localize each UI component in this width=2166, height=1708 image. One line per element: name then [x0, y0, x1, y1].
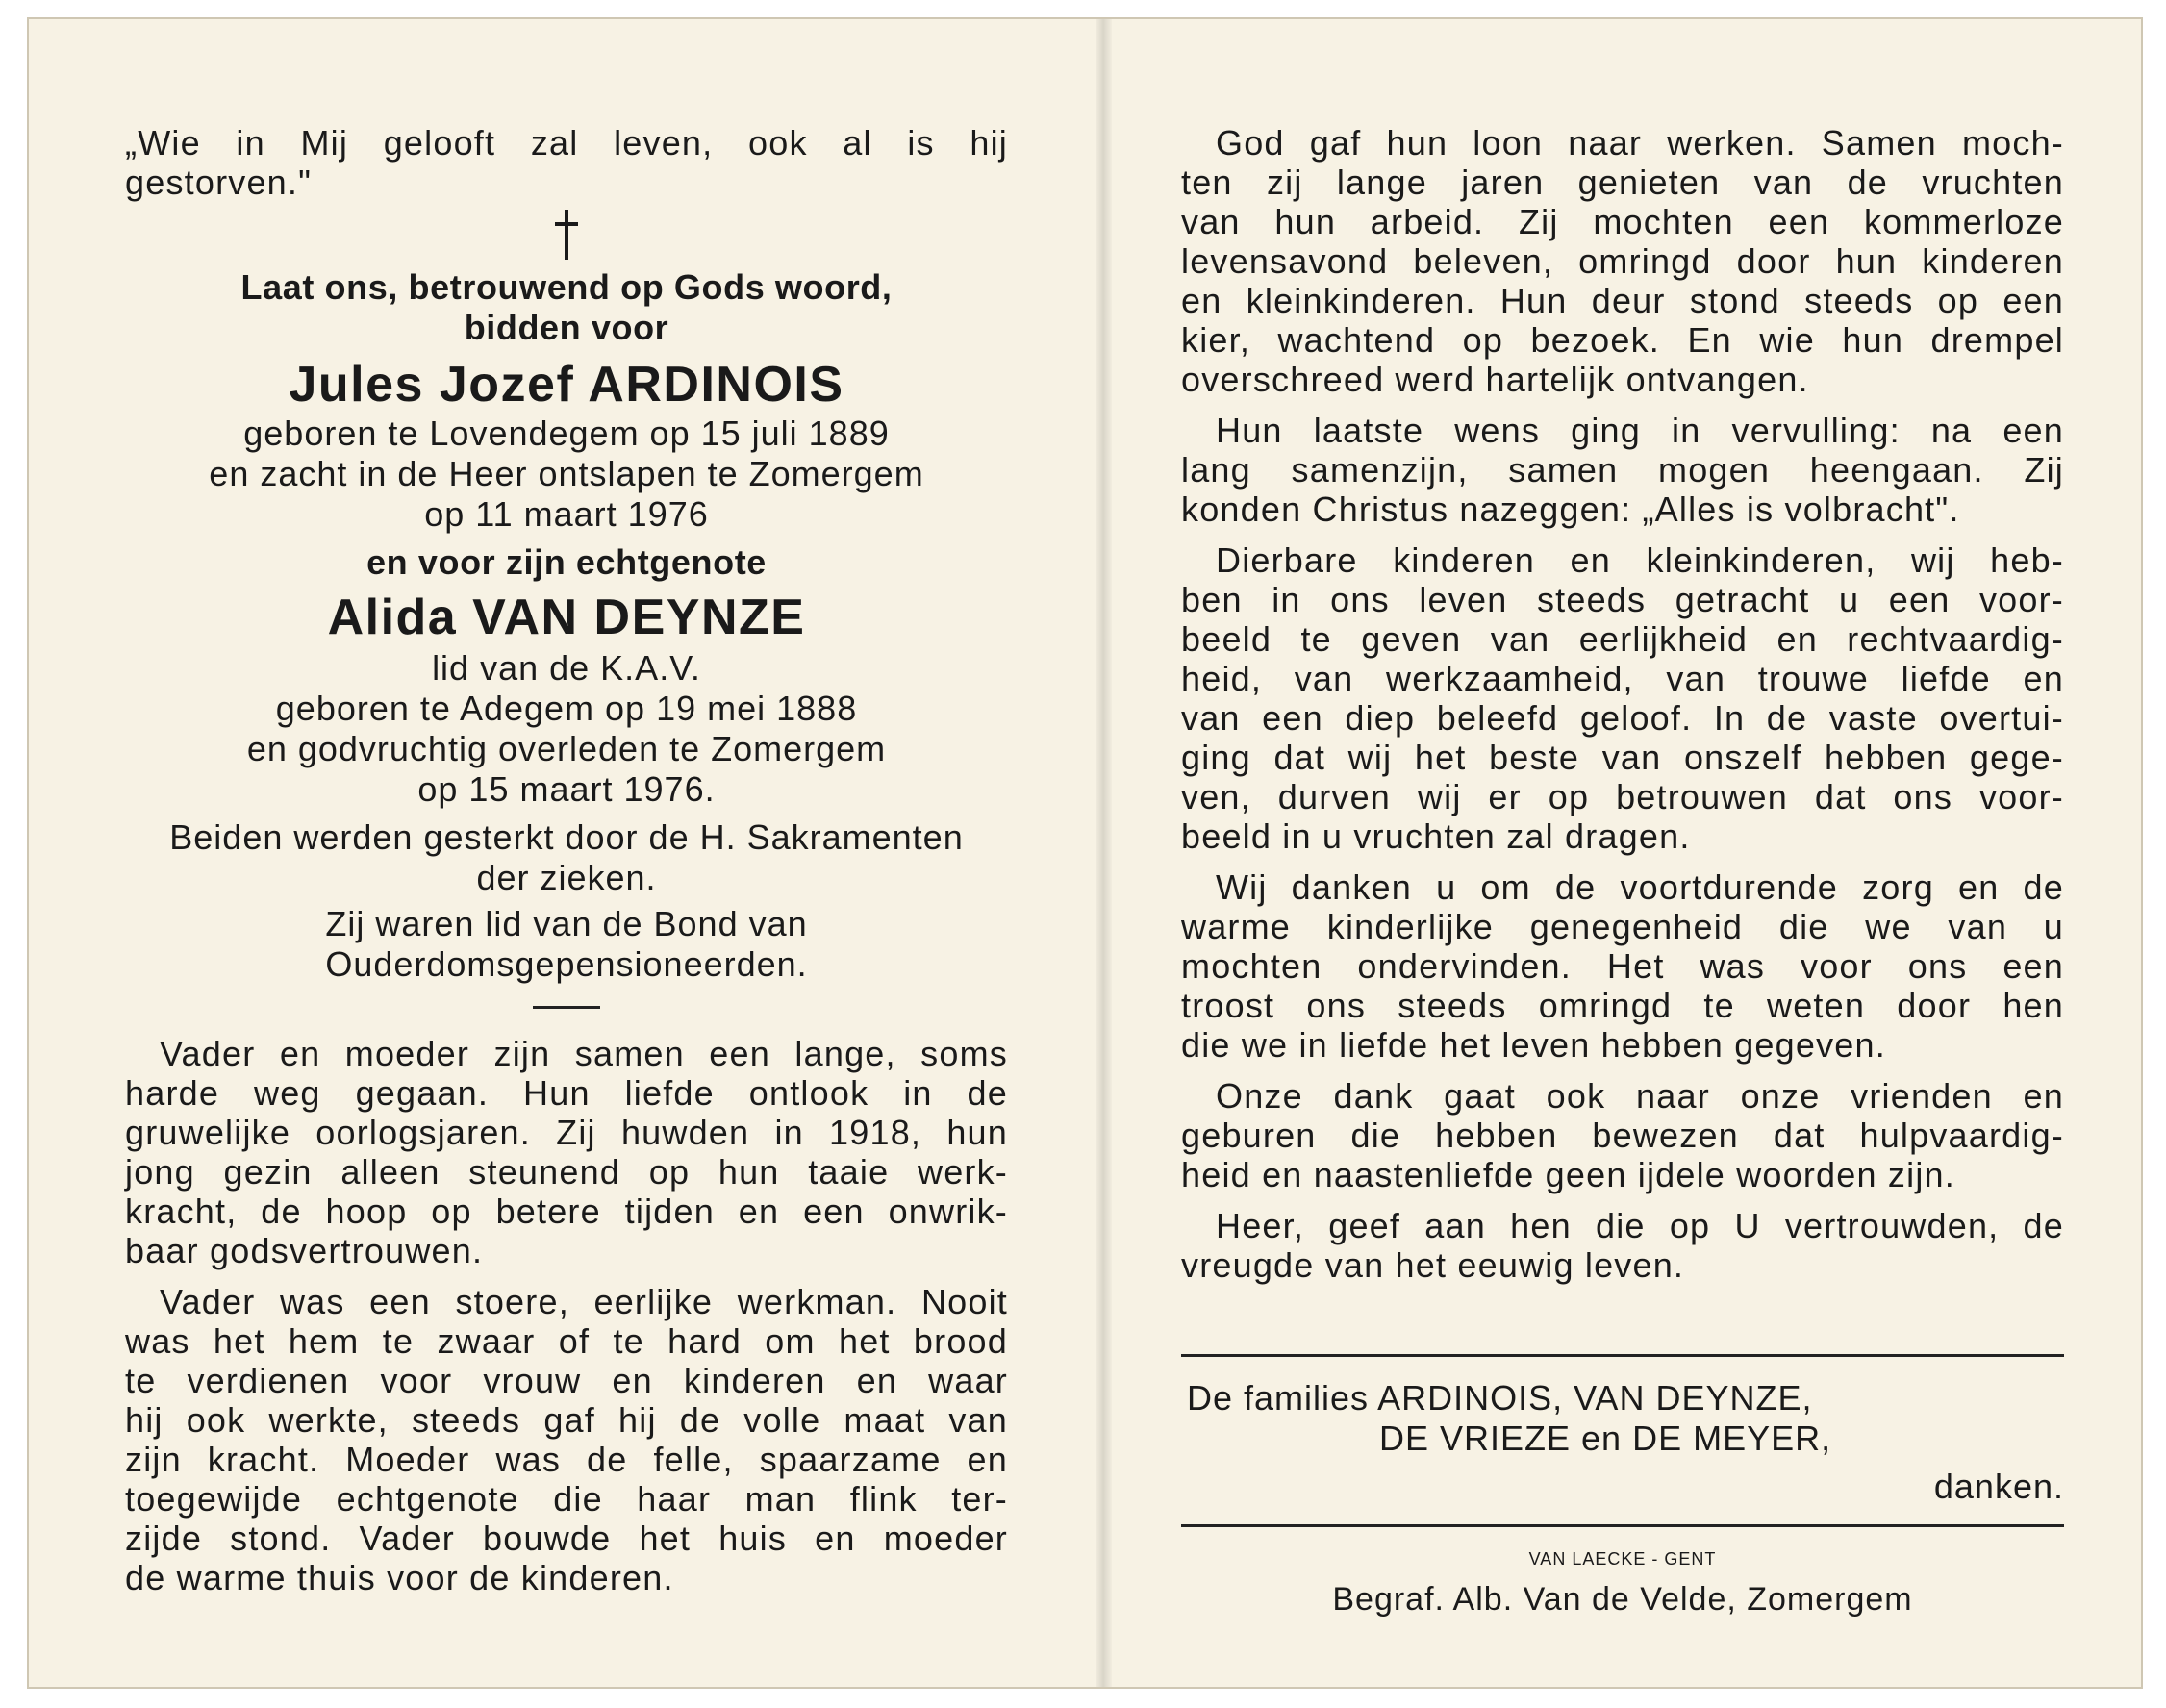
card-fold [1096, 19, 1112, 1687]
left-paragraph-1 [125, 1034, 1008, 1270]
text-line: baar godsvertrouwen. [125, 1231, 484, 1270]
text-line: van hun arbeid. Zij mochten een kommerloze [1181, 202, 2064, 241]
text-line: te verdienen voor vrouw en kinderen en waar [125, 1361, 1008, 1400]
deceased-name-2: Alida VAN DEYNZE [327, 590, 806, 645]
text-line: Onze dank gaat ook naar onze vrienden en [1216, 1076, 2064, 1116]
right-paragraph-1 [1181, 123, 2064, 399]
text-line: ten zij lange jaren genieten van de vruchten [1181, 163, 2064, 202]
undertaker-credit: Begraf. Alb. Van de Velde, Zomergem [1332, 1581, 1913, 1618]
memorial-card [27, 17, 2143, 1689]
right-paragraph-2 [1181, 411, 2064, 529]
text-line: zijn kracht. Moeder was de felle, spaarzame en [125, 1440, 1008, 1479]
text-line: levensavond beleven, omringd door hun kinderen [1181, 241, 2064, 281]
text-line: God gaf hun loon naar werken. Samen moch- [1216, 123, 2064, 163]
families-line: De families ARDINOIS, VAN DEYNZE, [1187, 1378, 1813, 1418]
text-line: lang samenzijn, samen mogen heengaan. Zij [1181, 450, 2064, 490]
text-line: Vader en moeder zijn samen een lange, soms [160, 1034, 1008, 1073]
text-line: overschreed werd hartelijk ontvangen. [1181, 360, 1809, 399]
families-thanks: danken. [1933, 1467, 2064, 1506]
text-line: die we in liefde het leven hebben gegeven. [1181, 1025, 1886, 1065]
right-paragraph-5 [1181, 1076, 2064, 1194]
sacrament-line: der zieken. [476, 858, 657, 897]
text-line: Heer, geef aan hen die op U vertrouwden, de [1216, 1206, 2064, 1245]
text-line: troost ons steeds omringd te weten door hen [1181, 986, 2064, 1025]
right-panel [1181, 19, 2064, 1620]
text-line: ven, durven wij er op betrouwen dat ons voor- [1181, 777, 2064, 816]
text-line: Dierbare kinderen en kleinkinderen, wij heb- [1216, 540, 2064, 580]
text-line: heid en naastenliefde geen ijdele woorden zijn. [1181, 1155, 1955, 1194]
prayer-line: Laat ons, betrouwend op Gods woord, [240, 267, 893, 307]
cross-icon [552, 208, 581, 262]
text-line: warme kinderlijke genegenheid die we van u [1181, 907, 2064, 946]
left-paragraph-2 [125, 1282, 1008, 1597]
text-line: zijde stond. Vader bouwde het huis en moeder [125, 1519, 1008, 1558]
right-paragraph-6 [1181, 1206, 2064, 1285]
text-line: beeld in u vruchten zal dragen. [1181, 816, 1691, 856]
membership-line: Zij waren lid van de Bond van [325, 904, 808, 943]
text-line: was het hem te zwaar of te hard om het brood [125, 1321, 1008, 1361]
left-panel [125, 19, 1008, 1597]
spouse-intro: en voor zijn echtgenote [366, 542, 767, 582]
person1-detail: op 11 maart 1976 [424, 494, 709, 534]
text-line: kier, wachtend op bezoek. En wie hun drempel [1181, 320, 2064, 360]
deceased-name-1: Jules Jozef ARDINOIS [289, 357, 844, 413]
quote-line: „Wie in Mij gelooft zal leven, ook al is hij [125, 123, 1008, 163]
text-line: de warme thuis voor de kinderen. [125, 1558, 674, 1597]
person2-detail: op 15 maart 1976. [417, 769, 716, 809]
families-line: DE VRIEZE en DE MEYER, [1379, 1419, 1832, 1458]
text-line: vreugde van het eeuwig leven. [1181, 1245, 1685, 1285]
bible-quote [125, 123, 1008, 202]
printer-credit: VAN LAECKE - GENT [1528, 1549, 1717, 1569]
text-line: heid, van werkzaamheid, van trouwe liefde en [1181, 659, 2064, 698]
text-line: ging dat wij het beste van onszelf hebben gege- [1181, 738, 2064, 777]
text-line: gruwelijke oorlogsjaren. Zij huwden in 1918, hun [125, 1113, 1008, 1152]
prayer-line: bidden voor [464, 308, 669, 347]
right-paragraph-4 [1181, 867, 2064, 1065]
text-line: en kleinkinderen. Hun deur stond steeds op een [1181, 281, 2064, 320]
text-line: Wij danken u om de voortdurende zorg en de [1216, 867, 2064, 907]
person2-detail: lid van de K.A.V. [432, 648, 701, 688]
text-line: mochten ondervinden. Het was voor ons een [1181, 946, 2064, 986]
text-line: harde weg gegaan. Hun liefde ontlook in de [125, 1073, 1008, 1113]
text-line: Vader was een stoere, eerlijke werkman. Nooit [160, 1282, 1008, 1321]
text-line: jong gezin alleen steunend op hun taaie werk- [125, 1152, 1008, 1192]
quote-line: gestorven." [125, 163, 313, 202]
person1-detail: geboren te Lovendegem op 15 juli 1889 [243, 414, 890, 453]
text-line: ben in ons leven steeds getracht u een voor- [1181, 580, 2064, 619]
text-line: geburen die hebben bewezen dat hulpvaardig- [1181, 1116, 2064, 1155]
person1-detail: en zacht in de Heer ontslapen te Zomergem [209, 454, 924, 493]
membership-line: Ouderdomsgepensioneerden. [325, 944, 808, 984]
right-paragraph-3 [1181, 540, 2064, 856]
families-block [1181, 1378, 2064, 1507]
text-line: hij ook werkte, steeds gaf hij de volle maat van [125, 1400, 1008, 1440]
text-line: kracht, de hoop op betere tijden en een onwrik- [125, 1192, 1008, 1231]
sacrament-line: Beiden werden gesterkt door de H. Sakramenten [169, 817, 964, 857]
text-line: Hun laatste wens ging in vervulling: na een [1216, 411, 2064, 450]
person2-detail: geboren te Adegem op 19 mei 1888 [275, 689, 858, 728]
text-line: toegewijde echtgenote die haar man flink ter- [125, 1479, 1008, 1519]
text-line: konden Christus nazeggen: „Alles is volbracht". [1181, 490, 1960, 529]
text-line: van een diep beleefd geloof. In de vaste overtui- [1181, 698, 2064, 738]
person2-detail: en godvruchtig overleden te Zomergem [246, 729, 887, 768]
text-line: beeld te geven van eerlijkheid en rechtvaardig- [1181, 619, 2064, 659]
